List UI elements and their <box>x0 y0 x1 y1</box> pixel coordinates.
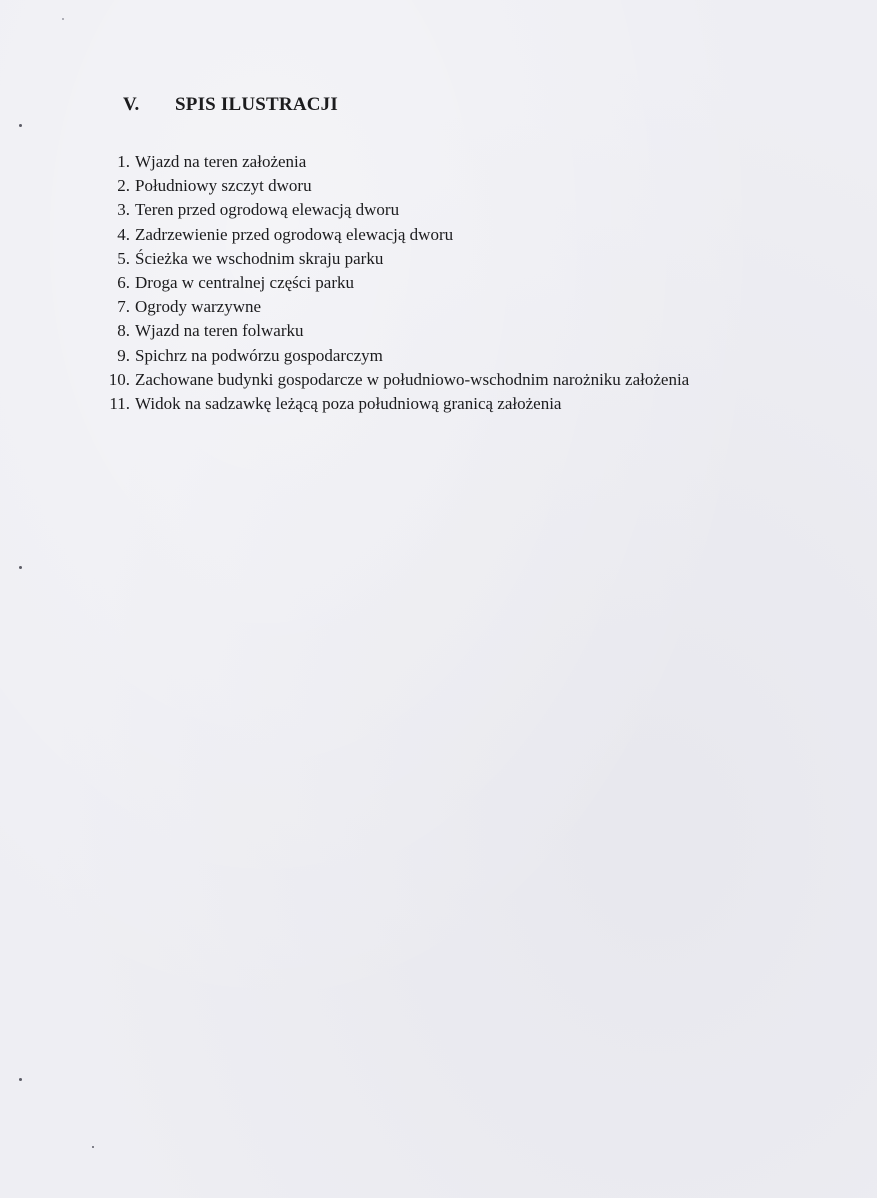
list-item <box>104 174 804 198</box>
list-item-number: 10. <box>108 369 130 389</box>
illustration-list <box>104 150 804 416</box>
list-item-text: Spichrz na podwórzu gospodarczym <box>135 345 383 365</box>
list-item-text: Teren przed ogrodową elewacją dworu <box>135 200 400 220</box>
list-item-text: Zachowane budynki gospodarcze w południowo-wschodnim narożniku założenia <box>135 369 690 389</box>
list-item-text: Droga w centralnej części parku <box>135 273 354 293</box>
list-item-number: 4. <box>117 224 130 244</box>
list-item <box>104 150 804 174</box>
list-item-number: 2. <box>117 176 130 196</box>
list-item <box>104 368 804 392</box>
list-item-text: Wjazd na teren założenia <box>135 152 307 171</box>
scan-speck <box>62 18 64 20</box>
section-heading <box>123 94 338 116</box>
list-item-number: 5. <box>117 248 130 268</box>
list-item <box>104 344 804 368</box>
section-number: V. <box>123 94 140 115</box>
list-item <box>104 198 804 222</box>
scan-speck <box>92 1146 94 1148</box>
list-item-number: 3. <box>117 200 130 220</box>
list-item <box>104 392 804 416</box>
list-item-text: Południowy szczyt dworu <box>135 176 312 196</box>
list-item-number: 11. <box>109 394 130 414</box>
list-item-number: 9. <box>117 345 130 365</box>
list-item-text: Ogrody warzywne <box>135 297 262 317</box>
list-item-number: 1. <box>117 152 130 171</box>
list-item <box>104 295 804 319</box>
list-item <box>104 223 804 247</box>
list-item-text: Widok na sadzawkę leżącą poza południową granicą założenia <box>135 394 562 414</box>
scan-speck <box>19 124 22 127</box>
scan-speck <box>19 566 22 569</box>
list-item-number: 6. <box>117 273 130 293</box>
list-item <box>104 319 804 343</box>
section-title: SPIS ILUSTRACJI <box>175 94 338 115</box>
scan-speck <box>19 1078 22 1081</box>
list-item-text: Zadrzewienie przed ogrodową elewacją dworu <box>135 224 454 244</box>
list-item <box>104 247 804 271</box>
list-item-text: Ścieżka we wschodnim skraju parku <box>135 248 384 268</box>
list-item-number: 7. <box>117 297 130 317</box>
list-item-text: Wjazd na teren folwarku <box>135 321 304 341</box>
list-item-number: 8. <box>117 321 130 341</box>
list-item <box>104 271 804 295</box>
